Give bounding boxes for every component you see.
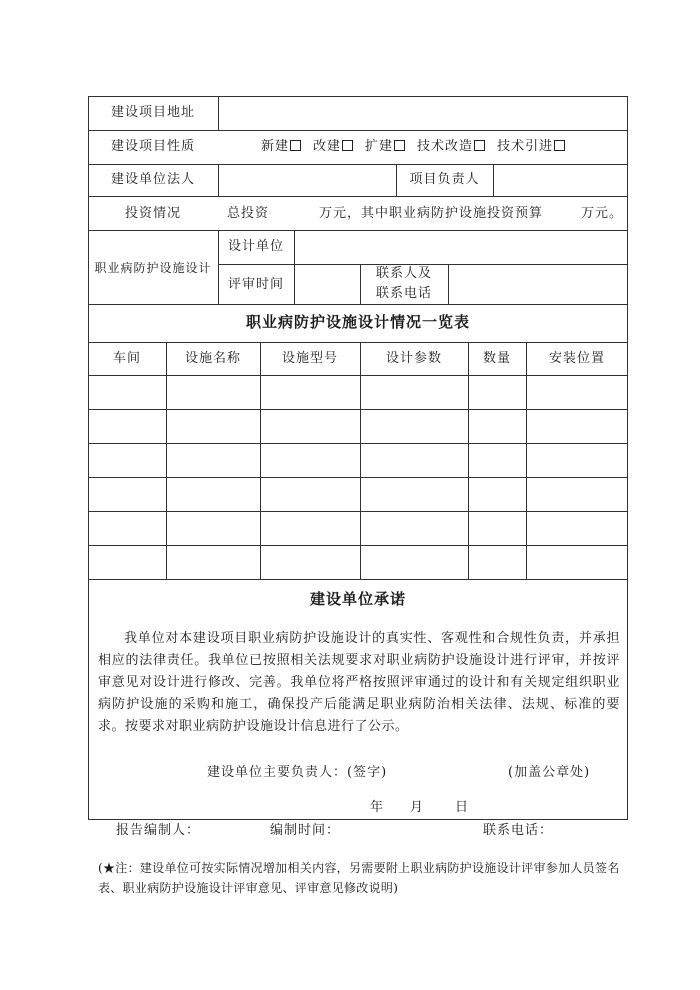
checkbox-import[interactable]	[554, 140, 565, 151]
table-row[interactable]	[89, 410, 627, 443]
contact-label-line1: 联系人及	[375, 266, 432, 281]
date-month: 月	[410, 800, 425, 815]
compiler-label: 报告编制人：	[116, 823, 201, 838]
date-year: 年	[370, 800, 385, 815]
investment-part-3: 万元。	[581, 206, 624, 221]
footnote: (★注：建设单位可按实际情况增加相关内容，另需要附上职业病防护设施设计评审参加人员签名表、职业病防护设施设计评审意见、评审意见修改说明)	[98, 861, 620, 895]
checkbox-rebuild[interactable]	[342, 140, 353, 151]
table-row[interactable]	[89, 376, 627, 409]
investment-part-1: 总投资	[227, 206, 270, 221]
row-divider	[88, 304, 628, 305]
header-quantity: 数量	[482, 351, 511, 366]
project-leader-label: 项目负责人	[409, 172, 480, 187]
table-row[interactable]	[89, 546, 627, 579]
row-divider	[88, 579, 628, 580]
date-day: 日	[455, 800, 470, 815]
investment-label: 投资情况	[124, 206, 181, 221]
header-install-location: 安装位置	[548, 351, 605, 366]
legal-rep-label: 建设单位法人	[110, 172, 195, 187]
contact-field[interactable]	[449, 265, 627, 304]
seal-label: (加盖公章处)	[508, 765, 591, 780]
nature-options	[261, 138, 565, 156]
nature-option-renovation: 技术改造	[417, 139, 474, 154]
project-leader-field[interactable]	[494, 165, 627, 196]
header-facility-model: 设施型号	[281, 351, 338, 366]
compile-time-label: 编制时间：	[270, 823, 341, 838]
investment-text	[227, 205, 623, 223]
contact-label	[360, 264, 448, 304]
nature-option-new: 新建	[261, 139, 290, 154]
design-unit-label: 设计单位	[227, 239, 284, 254]
commitment-title: 建设单位承诺	[309, 590, 406, 608]
design-label: 职业病防护设施设计	[94, 261, 212, 275]
row-divider	[88, 130, 628, 131]
table-row[interactable]	[89, 444, 627, 477]
nature-option-rebuild: 改建	[313, 139, 342, 154]
checkbox-expand[interactable]	[394, 140, 405, 151]
design-unit-field[interactable]	[295, 231, 627, 264]
row-divider	[88, 196, 628, 197]
address-label: 建设项目地址	[110, 105, 195, 120]
row-divider	[88, 342, 628, 343]
review-time-label: 评审时间	[227, 277, 284, 292]
review-time-field[interactable]	[295, 265, 360, 304]
nature-label: 建设项目性质	[110, 139, 195, 154]
header-facility-name: 设施名称	[184, 351, 241, 366]
legal-rep-field[interactable]	[219, 165, 395, 196]
signature-label: 建设单位主要负责人：(签字)	[207, 765, 388, 780]
phone-label: 联系电话：	[483, 823, 554, 838]
header-workshop: 车间	[112, 351, 141, 366]
table-row[interactable]	[89, 478, 627, 511]
nature-option-import: 技术引进	[497, 139, 554, 154]
investment-part-2: 万元，其中职业病防护设施投资预算	[319, 206, 544, 221]
nature-option-expand: 扩建	[365, 139, 394, 154]
contact-label-line2: 联系电话	[375, 286, 432, 301]
checkbox-new[interactable]	[290, 140, 301, 151]
table-row[interactable]	[89, 512, 627, 545]
address-field[interactable]	[219, 97, 627, 130]
header-design-params: 设计参数	[385, 351, 442, 366]
design-table-title: 职业病防护设施设计情况一览表	[245, 313, 470, 331]
commitment-paragraph: 我单位对本建设项目职业病防护设施设计的真实性、客观性和合规性负责，并承担相应的法律责任。我单位已按照相关法规要求对职业病防护设施设计进行评审，并按评审意见对设计进行修改、完善。我单位将严格按照评审通过的设计和有关规定组织职业病防护设施的采购和施工，确保投产后能满足职业病防治相关法律、法规、标准的要求。按要求对职业病防护设施设计信息进行了公示。	[98, 631, 620, 734]
checkbox-renovation[interactable]	[474, 140, 485, 151]
